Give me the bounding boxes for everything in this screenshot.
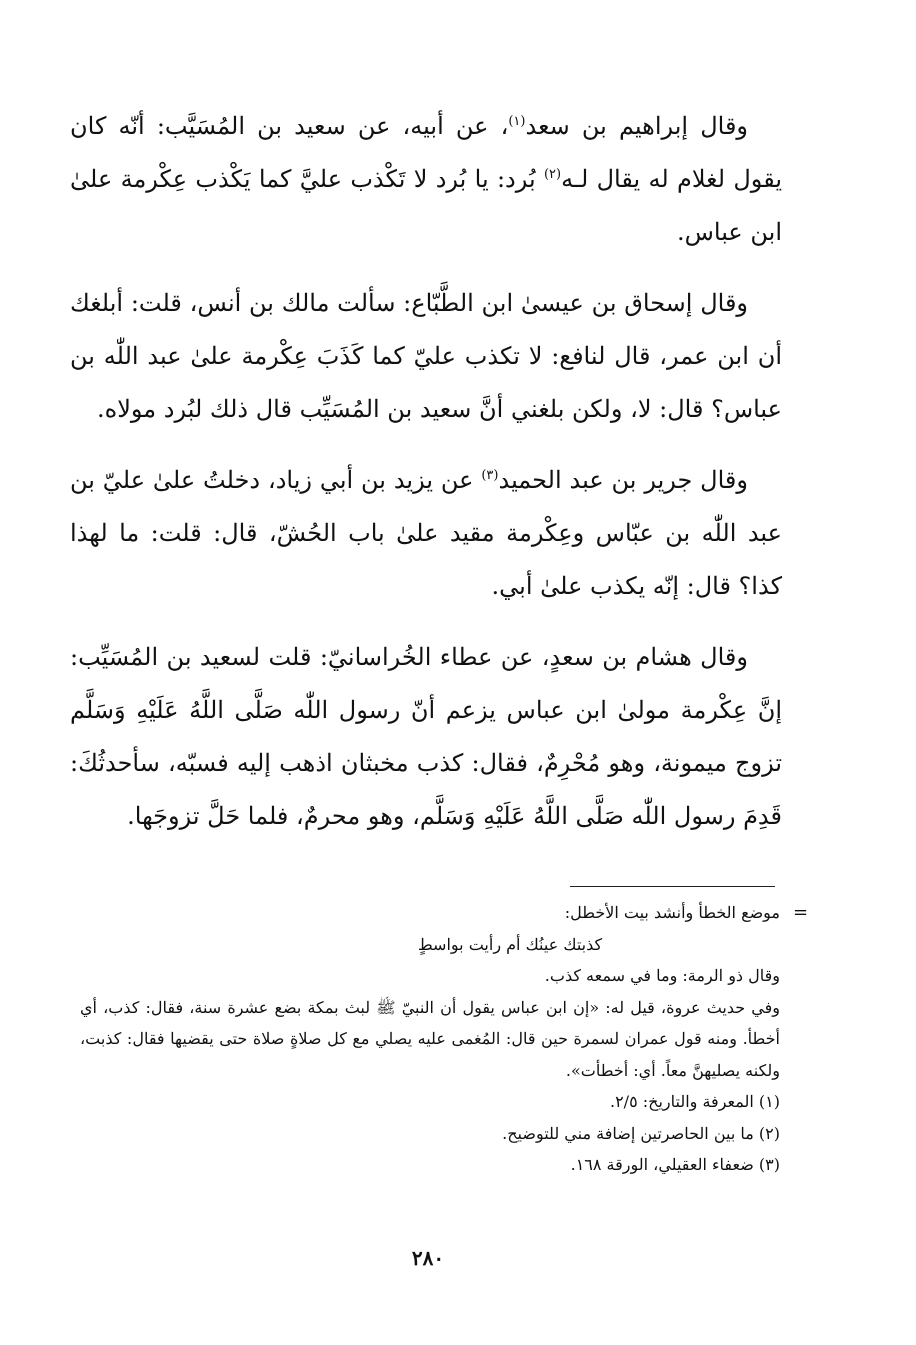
footnotes bbox=[80, 897, 780, 1181]
paragraph-1 bbox=[70, 100, 782, 259]
footnote-continuation-line-3: وفي حديث عروة، قيل له: «إن ابن عباس يقول أن النبيّ ﷺ لبث بمكة بضع عشرة سنة، فقال: كذب، أي أخطأ. ومنه قول عمران لسمرة حين قال: المُغمى عليه يصلي مع كل صلاةٍ صلاة حتى يقضيها فقال: كذبت، ولكنه يصليهنَّ معاً. أي: أخطأت». bbox=[80, 997, 780, 1080]
footnote-continuation-mark: = bbox=[793, 902, 809, 923]
footnote-verse: كذبتك عينُك أم رأيت بواسطٍ bbox=[417, 934, 603, 954]
main-text bbox=[70, 100, 782, 861]
paragraph-3 bbox=[70, 454, 782, 613]
paragraph-3-part-b: عن يزيد بن أبي زياد، دخلتُ علىٰ عليّ بن عبد اللّٰه بن عبّاس وعِكْرمة مقيد علىٰ باب الحُشّ، قال: قلت: ما لهذا كذا؟ قال: إنّه يكذب علىٰ أبي. bbox=[70, 466, 782, 600]
footnote-1: (١) المعرفة والتاريخ: ٢/٥. bbox=[609, 1092, 780, 1111]
paragraph-2: وقال إسحاق بن عيسىٰ ابن الطَّبّاع: سألت مالك بن أنس، قلت: أبلغك أن ابن عمر، قال لنافع: لا تكذب عليّ كما كَذَبَ عِكْرمة علىٰ عبد اللّٰه بن عباس؟ قال: لا، ولكن بلغني أنَّ سعيد بن المُسَيِّب قال ذلك لبُرد مولاه. bbox=[70, 289, 782, 423]
footnote-divider bbox=[570, 886, 775, 887]
paragraph-1-part-a: وقال إبراهيم بن سعد bbox=[525, 112, 749, 140]
paragraph-1-part-b: ، عن أبيه، عن سعيد بن المُسَيَّب: أنّه كان يقول لغلام له يقال لـه bbox=[70, 112, 783, 193]
footnote-continuation-line-2: وقال ذو الرمة: وما في سمعه كذب. bbox=[544, 966, 780, 985]
footnote-3: (٣) ضعفاء العقيلي، الورقة ١٦٨. bbox=[570, 1155, 780, 1174]
page-number: ٢٨٠ bbox=[411, 1246, 445, 1270]
paragraph-1-part-c: بُرد: يا بُرد لا تَكْذب عليَّ كما يَكْذب عِكْرمة علىٰ ابن عباس. bbox=[70, 165, 782, 246]
footnote-ref-3: (٣) bbox=[481, 468, 499, 483]
footnote-ref-2: (٢) bbox=[543, 167, 562, 182]
footnote-2: (٢) ما بين الحاصرتين إضافة مني للتوضيح. bbox=[502, 1123, 780, 1143]
footnote-ref-1: (١) bbox=[508, 114, 526, 129]
paragraph-4: وقال هشام بن سعدٍ، عن عطاء الخُراسانيّ: قلت لسعيد بن المُسَيِّب: إنَّ عِكْرمة مولىٰ ابن عباس يزعم أنّ رسول اللّٰه صَلَّى اللَّهُ عَلَيْهِ وَسَلَّم تزوج ميمونة، وهو مُحْرِمٌ، فقال: كذب مخبثان اذهب إليه فسبّه، سأحدثُكَ: قَدِمَ رسول اللّٰه صَلَّى اللَّهُ عَلَيْهِ وَسَلَّم، وهو محرمٌ، فلما حَلَّ تزوجَها. bbox=[70, 643, 782, 830]
footnote-continuation-line-1: موضع الخطأ وأنشد بيت الأخطل: bbox=[564, 903, 780, 922]
paragraph-3-part-a: وقال جرير بن عبد الحميد bbox=[498, 466, 748, 494]
